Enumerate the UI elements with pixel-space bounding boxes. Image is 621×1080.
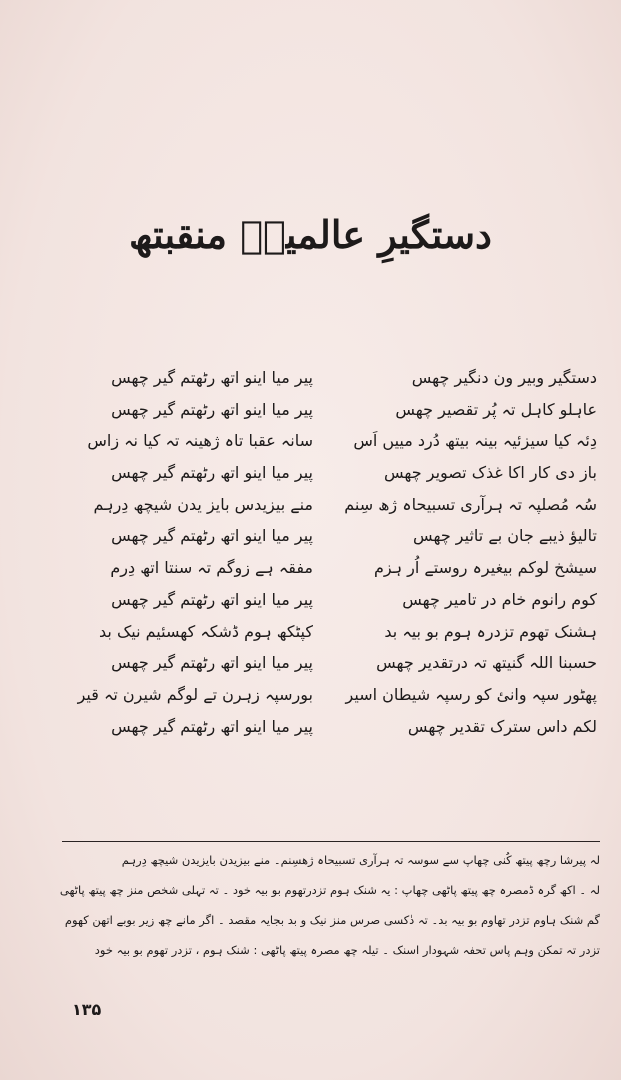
- verse-line: بورسپہ زہرن تے لوگم شیرن تہ قیر: [77, 684, 313, 704]
- verse-line: مفقہ ہے زوگم تہ سنتا اتھ دِرم: [110, 558, 313, 578]
- verse-line: دستگیر وبیر ون دنگیر چھس: [411, 368, 597, 387]
- page-number: ۱۳۵: [72, 1000, 102, 1019]
- verse-line: سانہ عقبا تاہ ژھینہ تہ کیا نہ زاس: [87, 431, 313, 451]
- verse-line: پیر میا اینو اتھ رٹھتم گیر چھس: [111, 526, 313, 546]
- footnote-line: لہ ۔ اکھ گرہ ڈمصرہ چھ پیتھ پاٹھی چھاپ : یہ شنک ہوم تزدرتھوم بو بیہ خود ۔ تہ تہلی شخص منز چھ پیتھ پاٹھی: [59, 883, 600, 897]
- footnote-divider: [62, 841, 600, 842]
- verse-line: پیر میا اینو اتھ رٹھتم گیر چھس: [111, 368, 313, 387]
- verse-line: عاہلو کاہل تہ پُر تقصیر چھس: [395, 399, 597, 419]
- footnote-line: لہ پیرشا رچھ پیتھ کُنی چھاپ سے سوسہ تہ ہرآری تسبیحاہ ژھسِنم۔ منے بیزیدن بایزیدن شیچھ دِرہم: [121, 853, 600, 867]
- verse-line: تالیؤ ذیبے جان بے تاثیر چھس: [413, 526, 597, 546]
- footnote-line: گم شنک ہاوم تزدر تھاوم بو بیہ بد۔ تہ دٰکسی صرس منز نیک و بد بجایہ مقصد ۔ اگر مانے چھ زیر بوبے اتھن کھوم: [64, 913, 600, 927]
- verse-line: کپٹکھ ہوم ڈشکہ کھسئیم نیک بد: [99, 621, 313, 641]
- verse-column-left: [28, 362, 313, 742]
- verse-column-right: [312, 362, 597, 742]
- verse-line: لکم داس سترک تقدیر چھس: [407, 716, 597, 736]
- verse-line: پھٹور سپہ وانئ کو رسپہ شیطان اسیر: [345, 684, 597, 704]
- verse-line: پیر میا اینو اتھ رٹھتم گیر چھس: [111, 463, 313, 483]
- verse-line: حسبنا اللہ گنیتھ تہ درتقدیر چھس: [376, 653, 597, 673]
- poem-title: دستگیرِ عالمینؒ منقبتھ: [129, 212, 492, 257]
- footnotes: [40, 845, 600, 965]
- verse-line: سیشخ لوکم بیغیرہ روستے اُر ہزم: [373, 558, 597, 578]
- verse-line: باز دی کار اکا غذک تصویر چھس: [384, 463, 597, 483]
- verse-line: پیر میا اینو اتھ رٹھتم گیر چھس: [111, 399, 313, 419]
- verse-line: پیر میا اینو اتھ رٹھتم گیر چھس: [111, 653, 313, 673]
- footnote-line: تزدر تہ تمکن وہم پاس تحفہ شہودار اسنک ۔ تیلہ چھ مصرہ پیتھ پاٹھی : شنک ہوم ، تزدر تھوم بو بیہ خود: [94, 943, 600, 957]
- verse-line: ہشنک تھوم تزدرہ ہوم بو بیہ بد: [384, 621, 597, 641]
- verse-line: سُہ مُصلپہ تہ ہرآری تسبیحاہ ژھ سِنم: [344, 494, 597, 514]
- verse-line: پیر میا اینو اتھ رٹھتم گیر چھس: [111, 716, 313, 736]
- verse-line: پیر میا اینو اتھ رٹھتم گیر چھس: [111, 589, 313, 609]
- verse-line: دِئہ کیا سیزئیہ بینہ بیتھ دُرد مییں اَس: [353, 431, 597, 451]
- verse-line: منے بیزیدس بایز یدن شیچھ دِرہم: [93, 494, 313, 514]
- verse-line: کوم رانوم خام در تامیر چھس: [402, 589, 597, 609]
